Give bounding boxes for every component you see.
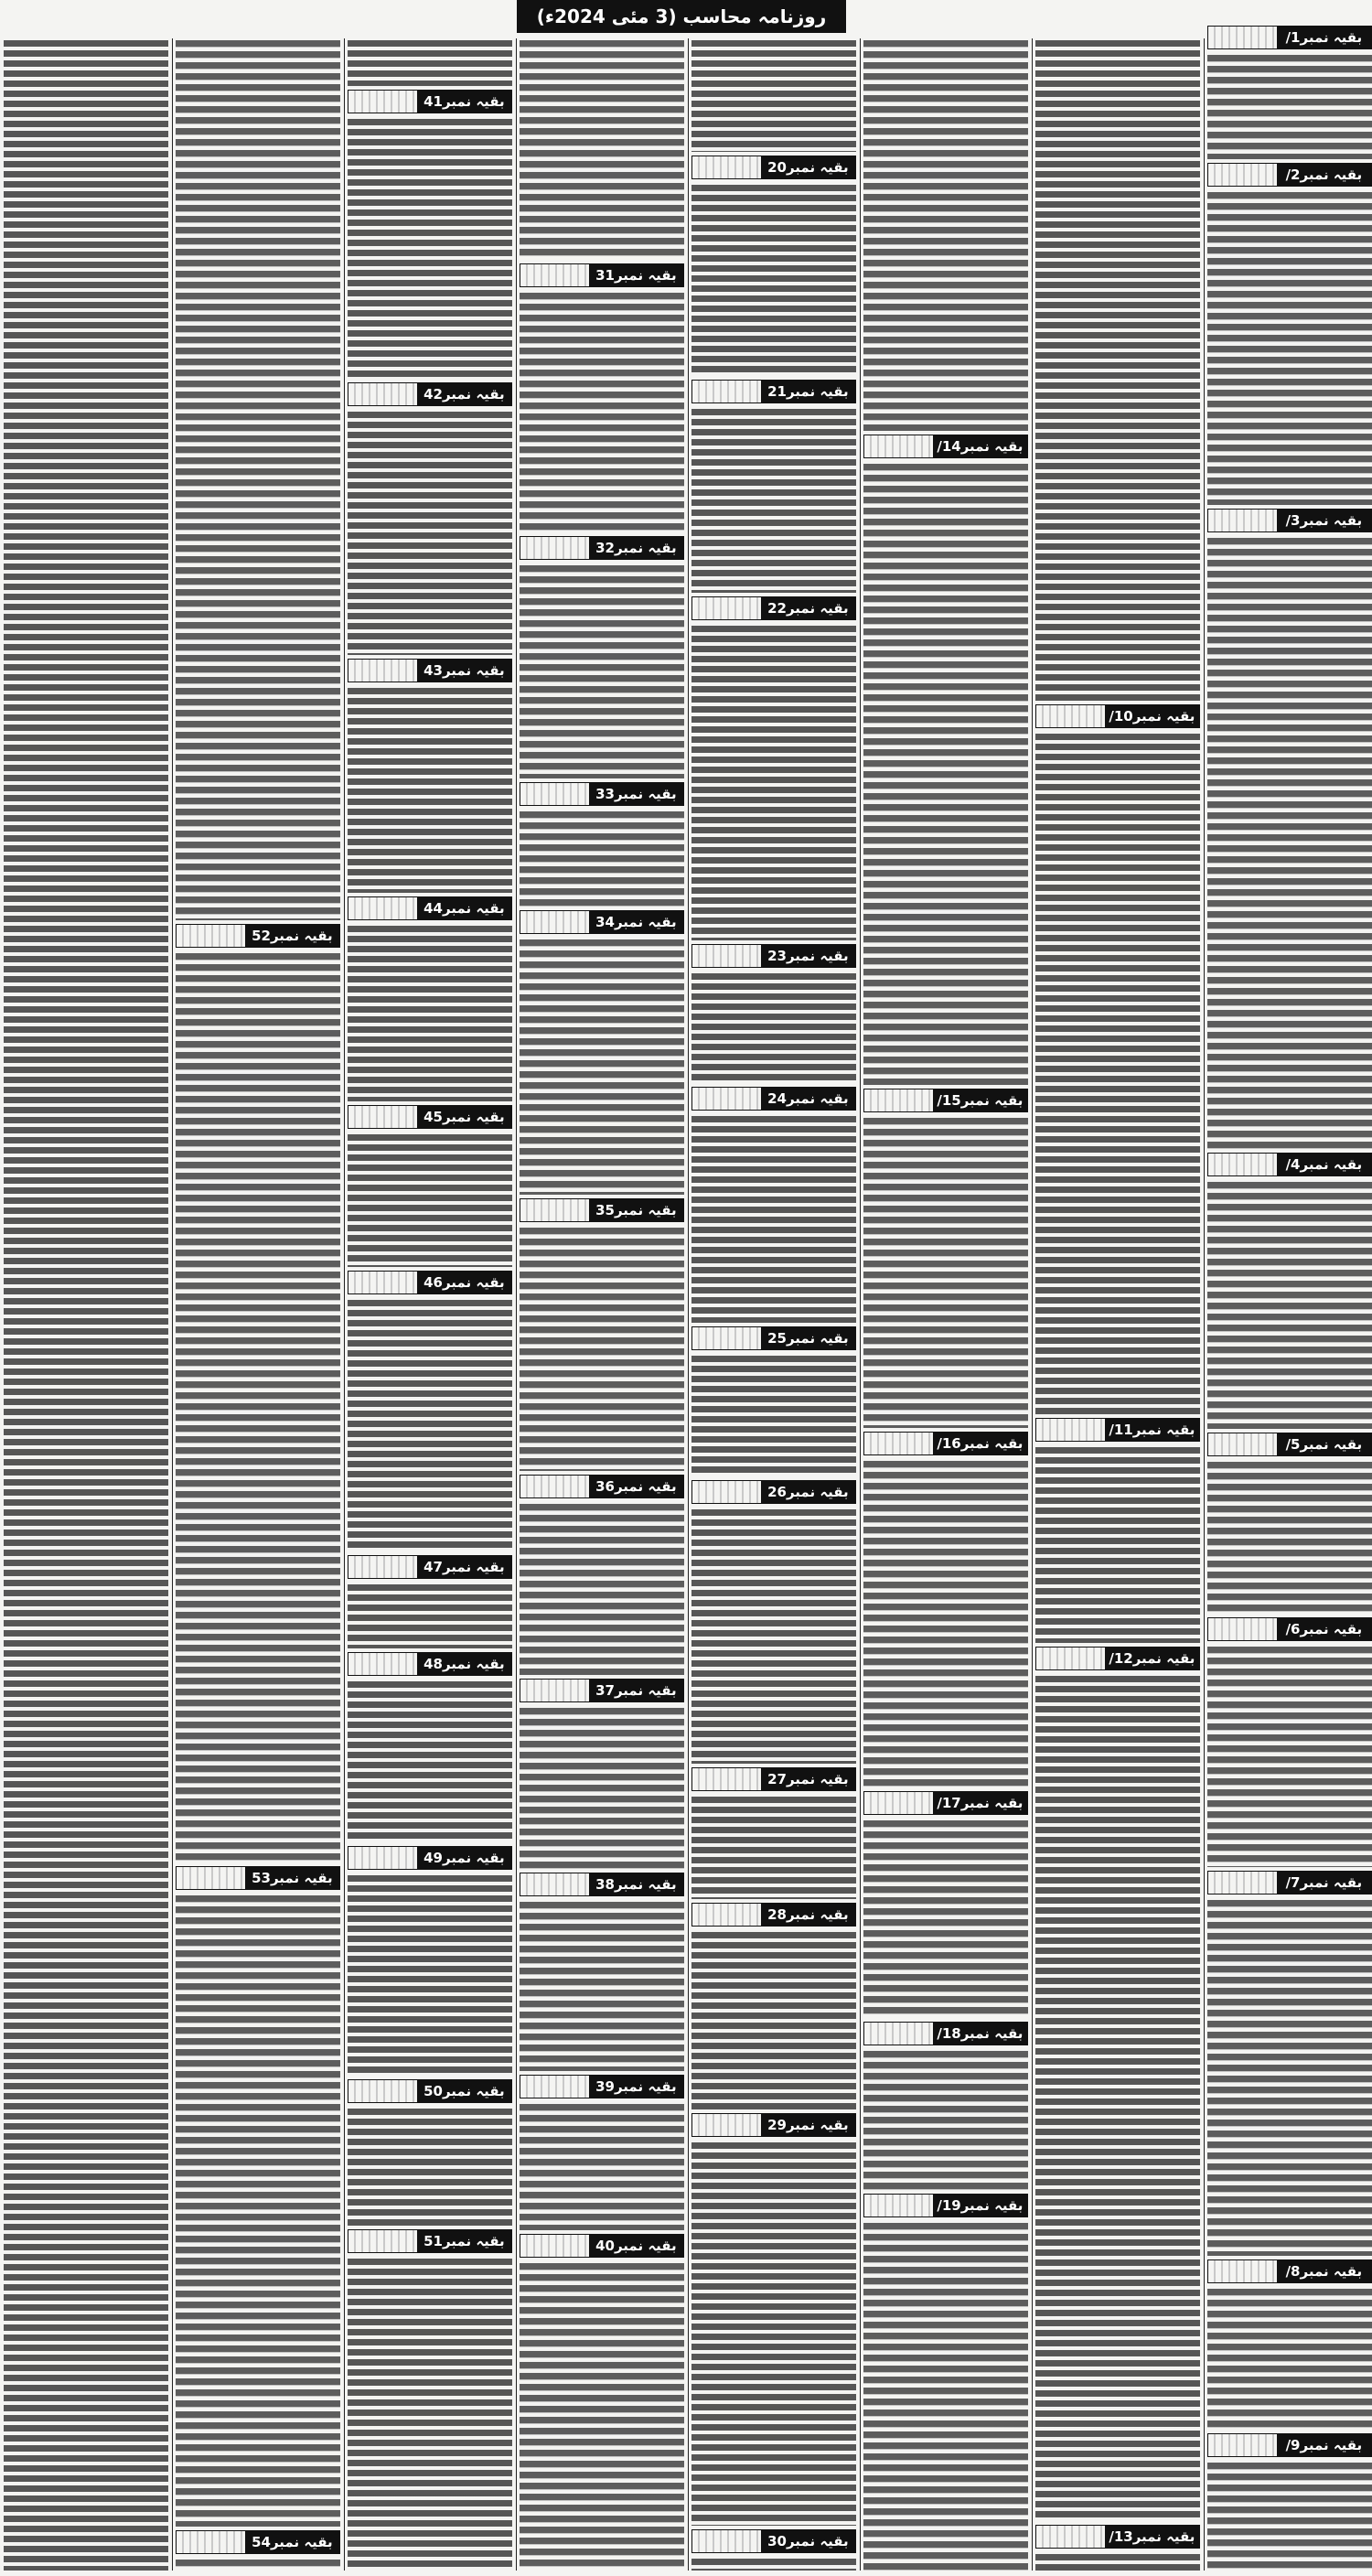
- header-rule-pattern: [1208, 2434, 1277, 2456]
- article-text-block: [348, 38, 512, 86]
- continuation-header: [520, 536, 684, 560]
- continuation-header: [1207, 163, 1372, 187]
- header-rule-pattern: [864, 1792, 933, 1814]
- continuation-label: بقیہ نمبر40: [589, 2235, 683, 2257]
- continuation-label: بقیہ نمبر20: [761, 156, 855, 178]
- article-text-block: [348, 1298, 512, 1551]
- continuation-label: بقیہ نمبر15/: [933, 1089, 1027, 1111]
- continuation-header: [348, 896, 512, 920]
- header-rule-pattern: [348, 1106, 417, 1128]
- continuation-label: بقیہ نمبر42: [417, 383, 511, 405]
- header-rule-pattern: [1036, 1648, 1105, 1669]
- continuation-header: [863, 1791, 1028, 1815]
- continuation-label: بقیہ نمبر1/: [1277, 27, 1371, 48]
- article-text-block: [863, 1116, 1028, 1428]
- continuation-label: بقیہ نمبر39: [589, 2076, 683, 2098]
- article-text-block: [691, 2141, 856, 2526]
- header-rule-pattern: [520, 2235, 589, 2257]
- continuation-label: بقیہ نمبر28: [761, 1904, 855, 1926]
- article-text-block: [520, 38, 684, 260]
- continuation-header: [863, 2194, 1028, 2217]
- article-text-block: [1035, 1445, 1200, 1643]
- header-rule-pattern: [520, 1199, 589, 1221]
- column-divider: [688, 38, 689, 2571]
- article-text-block: [691, 1508, 856, 1764]
- continuation-header: [1207, 1617, 1372, 1641]
- continuation-header: [691, 2113, 856, 2137]
- continuation-header: [691, 1480, 856, 1504]
- continuation-label: بقیہ نمبر13/: [1105, 2526, 1199, 2548]
- continuation-header: [1035, 1418, 1200, 1442]
- article-text-block: [520, 291, 684, 532]
- header-rule-pattern: [520, 783, 589, 805]
- continuation-label: بقیہ نمبر38: [589, 1873, 683, 1895]
- continuation-label: بقیہ نمبر5/: [1277, 1433, 1371, 1455]
- article-text-block: [1035, 2552, 1200, 2571]
- article-text-block: [348, 2257, 512, 2571]
- header-rule-pattern: [520, 264, 589, 286]
- continuation-label: بقیہ نمبر35: [589, 1199, 683, 1221]
- continuation-label: بقیہ نمبر4/: [1277, 1154, 1371, 1175]
- header-rule-pattern: [692, 1327, 761, 1349]
- header-rule-pattern: [1208, 1872, 1277, 1894]
- header-rule-pattern: [1208, 1618, 1277, 1640]
- continuation-header: [348, 1105, 512, 1129]
- continuation-header: [348, 1652, 512, 1676]
- continuation-label: بقیہ نمبر26: [761, 1481, 855, 1503]
- continuation-label: بقیہ نمبر30: [761, 2530, 855, 2552]
- continuation-header: [348, 659, 512, 682]
- header-rule-pattern: [692, 381, 761, 402]
- article-text-block: [1207, 1180, 1372, 1429]
- header-rule-pattern: [692, 597, 761, 619]
- article-text-block: [863, 2049, 1028, 2190]
- continuation-label: بقیہ نمبر12/: [1105, 1648, 1199, 1669]
- article-text-block: [348, 117, 512, 379]
- continuation-label: بقیہ نمبر6/: [1277, 1618, 1371, 1640]
- continuation-header: [691, 2529, 856, 2553]
- column-divider: [1032, 38, 1033, 2571]
- article-text-block: [691, 407, 856, 593]
- continuation-header: [691, 1903, 856, 1927]
- continuation-label: بقیہ نمبر49: [417, 1847, 511, 1869]
- continuation-label: بقیہ نمبر52: [245, 925, 339, 947]
- header-rule-pattern: [1208, 510, 1277, 531]
- continuation-header: [520, 782, 684, 806]
- continuation-header: [348, 1271, 512, 1294]
- article-text-block: [520, 938, 684, 1195]
- article-text-block: [863, 2221, 1028, 2571]
- continuation-header: [348, 90, 512, 113]
- continuation-header: [348, 2079, 512, 2103]
- header-rule-pattern: [177, 2531, 245, 2553]
- article-text-block: [863, 38, 1028, 431]
- continuation-header: [1207, 1153, 1372, 1176]
- article-text-block: [520, 810, 684, 907]
- continuation-header: [520, 263, 684, 287]
- header-rule-pattern: [177, 1867, 245, 1889]
- continuation-header: [176, 2530, 340, 2554]
- column-divider: [860, 38, 861, 2571]
- header-rule-pattern: [692, 1088, 761, 1110]
- continuation-label: بقیہ نمبر25: [761, 1327, 855, 1349]
- header-rule-pattern: [348, 2080, 417, 2102]
- header-rule-pattern: [1036, 705, 1105, 727]
- continuation-label: بقیہ نمبر37: [589, 1680, 683, 1701]
- column-divider: [516, 38, 517, 2571]
- article-text-block: [520, 1900, 684, 2071]
- header-rule-pattern: [864, 1089, 933, 1111]
- continuation-label: بقیہ نمبر31: [589, 264, 683, 286]
- article-text-block: [348, 1873, 512, 2076]
- header-rule-pattern: [520, 2076, 589, 2098]
- continuation-header: [348, 1555, 512, 1579]
- continuation-header: [1035, 2525, 1200, 2549]
- continuation-header: [691, 1087, 856, 1111]
- header-rule-pattern: [520, 1680, 589, 1701]
- article-text-block: [1207, 1645, 1372, 1867]
- article-text-block: [348, 1680, 512, 1842]
- article-text-block: [1035, 732, 1200, 1414]
- continuation-header: [1207, 26, 1372, 49]
- header-rule-pattern: [1036, 2526, 1105, 2548]
- header-rule-pattern: [1036, 1419, 1105, 1441]
- article-text-block: [1207, 190, 1372, 505]
- continuation-header: [691, 380, 856, 403]
- continuation-label: بقیہ نمبر22: [761, 597, 855, 619]
- header-rule-pattern: [348, 660, 417, 682]
- header-rule-pattern: [348, 1847, 417, 1869]
- header-rule-pattern: [348, 383, 417, 405]
- header-rule-pattern: [348, 2230, 417, 2252]
- continuation-header: [1207, 509, 1372, 532]
- continuation-label: بقیہ نمبر41: [417, 91, 511, 113]
- continuation-header: [863, 1432, 1028, 1455]
- article-text-block: [176, 1894, 340, 2527]
- continuation-label: بقیہ نمبر29: [761, 2114, 855, 2136]
- continuation-label: بقیہ نمبر8/: [1277, 2260, 1371, 2282]
- article-text-block: [691, 971, 856, 1083]
- article-text-block: [348, 2107, 512, 2226]
- header-rule-pattern: [1208, 2260, 1277, 2282]
- article-text-block: [520, 1502, 684, 1675]
- article-text-block: [691, 38, 856, 152]
- continuation-header: [348, 1846, 512, 1870]
- article-text-block: [176, 38, 340, 920]
- continuation-header: [520, 1873, 684, 1896]
- article-text-block: [348, 410, 512, 655]
- article-text-block: [1035, 1674, 1200, 2521]
- continuation-label: بقیہ نمبر44: [417, 897, 511, 919]
- continuation-header: [1035, 704, 1200, 728]
- article-text-block: [863, 1819, 1028, 2018]
- header-rule-pattern: [864, 2195, 933, 2216]
- continuation-label: بقیہ نمبر43: [417, 660, 511, 682]
- continuation-header: [520, 2234, 684, 2258]
- continuation-header: [520, 2075, 684, 2098]
- continuation-label: بقیہ نمبر53: [245, 1867, 339, 1889]
- article-text-block: [691, 1930, 856, 2109]
- header-rule-pattern: [692, 2530, 761, 2552]
- continuation-header: [863, 2022, 1028, 2045]
- header-rule-pattern: [692, 1481, 761, 1503]
- continuation-label: بقیہ نمبر36: [589, 1476, 683, 1497]
- continuation-label: بقیہ نمبر7/: [1277, 1872, 1371, 1894]
- continuation-header: [691, 596, 856, 620]
- continuation-label: بقیہ نمبر19/: [933, 2195, 1027, 2216]
- continuation-label: بقیہ نمبر50: [417, 2080, 511, 2102]
- article-text-block: [691, 183, 856, 376]
- header-rule-pattern: [1208, 27, 1277, 48]
- header-rule-pattern: [348, 1556, 417, 1578]
- continuation-header: [348, 2229, 512, 2253]
- continuation-label: بقیہ نمبر47: [417, 1556, 511, 1578]
- continuation-header: [1035, 1647, 1200, 1670]
- column-divider: [1204, 38, 1205, 2571]
- article-text-block: [520, 2102, 684, 2230]
- continuation-label: بقیہ نمبر21: [761, 381, 855, 402]
- continuation-header: [520, 1198, 684, 1222]
- continuation-label: بقیہ نمبر14/: [933, 435, 1027, 457]
- article-text-block: [1207, 536, 1372, 1149]
- continuation-header: [691, 1767, 856, 1791]
- continuation-label: بقیہ نمبر24: [761, 1088, 855, 1110]
- continuation-header: [691, 156, 856, 179]
- article-text-block: [520, 2261, 684, 2571]
- header-rule-pattern: [348, 91, 417, 113]
- continuation-label: بقیہ نمبر32: [589, 537, 683, 559]
- continuation-label: بقیہ نمبر3/: [1277, 510, 1371, 531]
- header-rule-pattern: [177, 925, 245, 947]
- article-text-block: [1207, 1460, 1372, 1614]
- article-text-block: [691, 1114, 856, 1323]
- article-text-block: [1035, 38, 1200, 701]
- header-rule-pattern: [520, 1476, 589, 1497]
- article-text-block: [520, 564, 684, 778]
- continuation-header: [691, 944, 856, 968]
- continuation-header: [1207, 1871, 1372, 1894]
- continuation-header: [520, 1475, 684, 1498]
- header-rule-pattern: [520, 1873, 589, 1895]
- header-rule-pattern: [692, 1768, 761, 1790]
- column-divider: [172, 38, 173, 2571]
- article-text-block: [1207, 1898, 1372, 2256]
- continuation-header: [520, 910, 684, 934]
- header-rule-pattern: [348, 1272, 417, 1293]
- article-text-block: [348, 1132, 512, 1267]
- continuation-label: بقیہ نمبر51: [417, 2230, 511, 2252]
- continuation-label: بقیہ نمبر54: [245, 2531, 339, 2553]
- continuation-label: بقیہ نمبر46: [417, 1272, 511, 1293]
- continuation-header: [1207, 2433, 1372, 2457]
- header-rule-pattern: [692, 945, 761, 967]
- continuation-header: [1207, 2259, 1372, 2283]
- continuation-label: بقیہ نمبر27: [761, 1768, 855, 1790]
- continuation-header: [176, 924, 340, 948]
- continuation-label: بقیہ نمبر11/: [1105, 1419, 1199, 1441]
- continuation-label: بقیہ نمبر16/: [933, 1433, 1027, 1454]
- article-text-block: [176, 2558, 340, 2571]
- article-text-block: [1207, 2461, 1372, 2571]
- article-text-block: [691, 2557, 856, 2571]
- continuation-label: بقیہ نمبر10/: [1105, 705, 1199, 727]
- article-text-block: [863, 462, 1028, 1085]
- continuation-label: بقیہ نمبر34: [589, 911, 683, 933]
- header-rule-pattern: [520, 537, 589, 559]
- continuation-label: بقیہ نمبر2/: [1277, 164, 1371, 186]
- continuation-label: بقیہ نمبر17/: [933, 1792, 1027, 1814]
- header-rule-pattern: [1208, 164, 1277, 186]
- header-rule-pattern: [520, 911, 589, 933]
- header-rule-pattern: [864, 1433, 933, 1454]
- header-rule-pattern: [348, 1653, 417, 1675]
- article-text-block: [691, 624, 856, 940]
- continuation-label: بقیہ نمبر23: [761, 945, 855, 967]
- header-rule-pattern: [692, 156, 761, 178]
- article-text-block: [4, 38, 168, 2571]
- continuation-label: بقیہ نمبر45: [417, 1106, 511, 1128]
- header-rule-pattern: [692, 2114, 761, 2136]
- continuation-header: [176, 1866, 340, 1890]
- header-rule-pattern: [864, 2023, 933, 2045]
- header-rule-pattern: [348, 897, 417, 919]
- article-text-block: [691, 1795, 856, 1899]
- article-text-block: [863, 1459, 1028, 1787]
- article-text-block: [1207, 2287, 1372, 2430]
- continuation-header: [348, 382, 512, 406]
- header-rule-pattern: [692, 1904, 761, 1926]
- article-text-block: [1207, 53, 1372, 159]
- article-text-block: [176, 951, 340, 1862]
- continuation-header: [1207, 1433, 1372, 1456]
- continuation-label: بقیہ نمبر9/: [1277, 2434, 1371, 2456]
- column-divider: [344, 38, 345, 2571]
- header-rule-pattern: [864, 435, 933, 457]
- article-text-block: [348, 924, 512, 1101]
- continuation-label: بقیہ نمبر33: [589, 783, 683, 805]
- article-text-block: [348, 686, 512, 893]
- masthead-date: روزنامہ محاسب (3 مئی 2024ء): [517, 0, 846, 33]
- continuation-header: [691, 1326, 856, 1350]
- continuation-header: [863, 435, 1028, 458]
- continuation-header: [520, 1679, 684, 1702]
- header-rule-pattern: [1208, 1154, 1277, 1175]
- article-text-block: [348, 1583, 512, 1648]
- continuation-label: بقیہ نمبر18/: [933, 2023, 1027, 2045]
- article-text-block: [520, 1706, 684, 1869]
- article-text-block: [691, 1354, 856, 1476]
- article-text-block: [520, 1226, 684, 1471]
- continuation-label: بقیہ نمبر48: [417, 1653, 511, 1675]
- header-rule-pattern: [1208, 1433, 1277, 1455]
- continuation-header: [863, 1089, 1028, 1112]
